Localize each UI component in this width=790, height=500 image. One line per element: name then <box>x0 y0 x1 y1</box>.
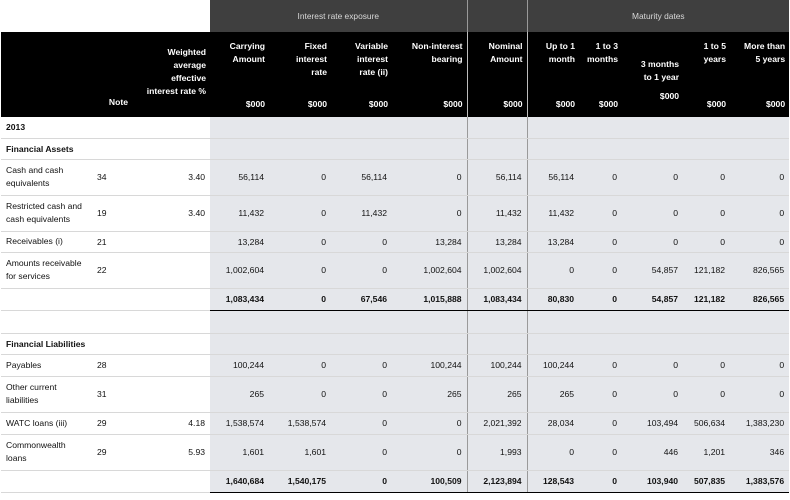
column-header-row <box>1 32 789 117</box>
row-value-1-to-3-months: 0 <box>579 412 622 434</box>
row-value-1-to-3-months: 0 <box>579 159 622 195</box>
row-value-1-to-5-years: 0 <box>683 159 730 195</box>
liabilities-total-row-value-more-than-5-years: 1,383,576 <box>730 470 789 492</box>
liabilities-total-row <box>1 470 789 492</box>
row-value-more-than-5-years: 0 <box>730 159 789 195</box>
col-header-up-to-1-month: Up to 1 month $000 <box>527 32 579 117</box>
row-value-more-than-5-years: 0 <box>730 376 789 412</box>
table-body <box>1 117 789 492</box>
financial-liabilities-heading-label: Financial Liabilities <box>1 333 92 354</box>
liabilities-total-row-value-up-to-1-month: 128,543 <box>527 470 579 492</box>
assets-total-row-value-up-to-1-month: 80,830 <box>527 288 579 310</box>
spacer-row-c <box>132 310 210 333</box>
row-value-up-to-1-month: 0 <box>527 252 579 288</box>
row-label: Other current liabilities <box>1 376 92 412</box>
row-value-nominal: 265 <box>467 376 527 412</box>
row-value-1-to-3-months: 0 <box>579 376 622 412</box>
row-value-1-to-5-years: 506,634 <box>683 412 730 434</box>
assets-total-row-value-1-to-3-months: 0 <box>579 288 622 310</box>
col-header-rate: Weighted average effective interest rate % <box>132 32 210 117</box>
year-row-note <box>92 117 132 138</box>
financial-assets-heading-cell-fixed <box>269 138 331 159</box>
row-value-up-to-1-month: 0 <box>527 434 579 470</box>
row-value-more-than-5-years: 826,565 <box>730 252 789 288</box>
assets-total-row-value-non-interest: 1,015,888 <box>392 288 467 310</box>
spacer-row-cell-carrying <box>210 310 269 333</box>
row-value-carrying: 56,114 <box>210 159 269 195</box>
row-value-3-months-to-1-year: 54,857 <box>622 252 683 288</box>
financial-assets-heading-note <box>92 138 132 159</box>
table-row <box>1 354 789 376</box>
col-header-more-than-5-years: More than 5 years $000 <box>730 32 789 117</box>
financial-liabilities-heading-cell-carrying <box>210 333 269 354</box>
year-row-cell-1-to-3-months <box>579 117 622 138</box>
row-value-nominal: 100,244 <box>467 354 527 376</box>
row-value-non-interest: 1,002,604 <box>392 252 467 288</box>
financial-liabilities-heading-cell-nominal <box>467 333 527 354</box>
row-value-1-to-3-months: 0 <box>579 354 622 376</box>
row-rate <box>132 252 210 288</box>
row-value-3-months-to-1-year: 446 <box>622 434 683 470</box>
row-value-variable: 0 <box>331 376 392 412</box>
row-value-fixed: 1,538,574 <box>269 412 331 434</box>
row-value-fixed: 1,601 <box>269 434 331 470</box>
row-rate: 5.93 <box>132 434 210 470</box>
spacer-row-cell-up-to-1-month <box>527 310 579 333</box>
row-value-nominal: 2,021,392 <box>467 412 527 434</box>
assets-total-row-value-more-than-5-years: 826,565 <box>730 288 789 310</box>
row-rate <box>132 231 210 252</box>
year-row-cell-3-months-to-1-year <box>622 117 683 138</box>
table-row <box>1 434 789 470</box>
row-value-nominal: 1,002,604 <box>467 252 527 288</box>
financial-liabilities-heading-rate <box>132 333 210 354</box>
row-value-1-to-5-years: 0 <box>683 354 730 376</box>
liabilities-total-row-value-carrying: 1,640,684 <box>210 470 269 492</box>
row-value-variable: 11,432 <box>331 195 392 231</box>
row-value-up-to-1-month: 56,114 <box>527 159 579 195</box>
row-value-carrying: 1,002,604 <box>210 252 269 288</box>
financial-liabilities-heading-cell-1-to-5-years <box>683 333 730 354</box>
col-header-carrying: Carrying Amount $000 <box>210 32 269 117</box>
row-value-fixed: 0 <box>269 376 331 412</box>
financial-assets-heading-rate <box>132 138 210 159</box>
row-rate: 4.18 <box>132 412 210 434</box>
year-row-cell-1-to-5-years <box>683 117 730 138</box>
row-value-1-to-3-months: 0 <box>579 195 622 231</box>
spacer-row-b <box>92 310 132 333</box>
assets-total-row <box>1 288 789 310</box>
financial-instruments-table-container <box>1 0 789 500</box>
row-rate: 3.40 <box>132 195 210 231</box>
row-value-non-interest: 0 <box>392 434 467 470</box>
row-value-1-to-5-years: 1,201 <box>683 434 730 470</box>
spacer-row-a <box>1 310 92 333</box>
col-header-1-to-3-months: 1 to 3 months $000 <box>579 32 622 117</box>
group-header-blank <box>1 0 210 32</box>
liabilities-total-row-value-1-to-5-years: 507,835 <box>683 470 730 492</box>
row-value-variable: 0 <box>331 231 392 252</box>
financial-assets-heading-cell-3-months-to-1-year <box>622 138 683 159</box>
year-row-cell-nominal <box>467 117 527 138</box>
spacer-row-cell-non-interest <box>392 310 467 333</box>
maturity-dates-header: Maturity dates <box>527 0 789 32</box>
financial-assets-heading-cell-more-than-5-years <box>730 138 789 159</box>
row-value-3-months-to-1-year: 0 <box>622 354 683 376</box>
row-value-1-to-3-months: 0 <box>579 252 622 288</box>
row-label: Amounts receivable for services <box>1 252 92 288</box>
row-value-1-to-5-years: 0 <box>683 195 730 231</box>
table-row <box>1 412 789 434</box>
row-label: Payables <box>1 354 92 376</box>
financial-liabilities-heading-cell-up-to-1-month <box>527 333 579 354</box>
row-value-up-to-1-month: 11,432 <box>527 195 579 231</box>
financial-assets-heading-cell-up-to-1-month <box>527 138 579 159</box>
liabilities-total-row-value-nominal: 2,123,894 <box>467 470 527 492</box>
col-header-note: Note <box>92 32 132 117</box>
financial-liabilities-heading-cell-fixed <box>269 333 331 354</box>
row-value-variable: 56,114 <box>331 159 392 195</box>
table-row <box>1 231 789 252</box>
row-label: Commonwealth loans <box>1 434 92 470</box>
row-value-variable: 0 <box>331 412 392 434</box>
liabilities-total-row-value-variable: 0 <box>331 470 392 492</box>
col-header-1-to-5-years: 1 to 5 years $000 <box>683 32 730 117</box>
year-row-cell-more-than-5-years <box>730 117 789 138</box>
liabilities-total-row-note <box>92 470 132 492</box>
row-note: 29 <box>92 412 132 434</box>
col-header-variable: Variable interest rate (ii) $000 <box>331 32 392 117</box>
row-note: 21 <box>92 231 132 252</box>
assets-total-row-value-fixed: 0 <box>269 288 331 310</box>
year-row-cell-variable <box>331 117 392 138</box>
financial-assets-heading-cell-non-interest <box>392 138 467 159</box>
row-value-1-to-5-years: 0 <box>683 231 730 252</box>
row-note: 29 <box>92 434 132 470</box>
row-value-variable: 0 <box>331 354 392 376</box>
row-value-non-interest: 0 <box>392 412 467 434</box>
row-value-carrying: 13,284 <box>210 231 269 252</box>
table-row <box>1 252 789 288</box>
financial-liabilities-heading-cell-non-interest <box>392 333 467 354</box>
row-value-1-to-5-years: 121,182 <box>683 252 730 288</box>
year-row-cell-non-interest <box>392 117 467 138</box>
row-value-fixed: 0 <box>269 195 331 231</box>
row-note: 34 <box>92 159 132 195</box>
financial-liabilities-heading <box>1 333 789 354</box>
financial-liabilities-heading-note <box>92 333 132 354</box>
year-row-label: 2013 <box>1 117 92 138</box>
financial-assets-heading-label: Financial Assets <box>1 138 92 159</box>
liabilities-total-row-value-1-to-3-months: 0 <box>579 470 622 492</box>
row-value-3-months-to-1-year: 0 <box>622 195 683 231</box>
row-value-carrying: 1,601 <box>210 434 269 470</box>
table-row <box>1 376 789 412</box>
row-value-up-to-1-month: 28,034 <box>527 412 579 434</box>
group-header-row <box>1 0 789 32</box>
row-value-3-months-to-1-year: 103,494 <box>622 412 683 434</box>
financial-assets-heading-cell-nominal <box>467 138 527 159</box>
row-label: Restricted cash and cash equivalents <box>1 195 92 231</box>
financial-instruments-table <box>1 0 789 493</box>
group-header-nominal-blank <box>467 0 527 32</box>
assets-total-row-value-carrying: 1,083,434 <box>210 288 269 310</box>
financial-assets-heading-cell-1-to-5-years <box>683 138 730 159</box>
spacer-row <box>1 310 789 333</box>
row-rate: 3.40 <box>132 159 210 195</box>
spacer-row-cell-variable <box>331 310 392 333</box>
row-value-fixed: 0 <box>269 231 331 252</box>
row-note: 28 <box>92 354 132 376</box>
col-header-nominal: Nominal Amount $000 <box>467 32 527 117</box>
row-value-non-interest: 0 <box>392 195 467 231</box>
spacer-row-cell-fixed <box>269 310 331 333</box>
row-value-3-months-to-1-year: 0 <box>622 376 683 412</box>
row-value-non-interest: 13,284 <box>392 231 467 252</box>
assets-total-row-value-variable: 67,546 <box>331 288 392 310</box>
table-row <box>1 195 789 231</box>
row-label: WATC loans (iii) <box>1 412 92 434</box>
col-header-3-months-to-1-year: 3 months to 1 year $000 <box>622 32 683 117</box>
row-note: 19 <box>92 195 132 231</box>
assets-total-row-value-3-months-to-1-year: 54,857 <box>622 288 683 310</box>
row-rate <box>132 354 210 376</box>
spacer-row-cell-more-than-5-years <box>730 310 789 333</box>
col-header-label <box>1 32 92 117</box>
financial-liabilities-heading-cell-3-months-to-1-year <box>622 333 683 354</box>
row-label: Cash and cash equivalents <box>1 159 92 195</box>
row-value-up-to-1-month: 100,244 <box>527 354 579 376</box>
row-value-more-than-5-years: 346 <box>730 434 789 470</box>
row-value-variable: 0 <box>331 434 392 470</box>
financial-assets-heading <box>1 138 789 159</box>
financial-liabilities-heading-cell-variable <box>331 333 392 354</box>
spacer-row-cell-nominal <box>467 310 527 333</box>
row-value-more-than-5-years: 1,383,230 <box>730 412 789 434</box>
financial-liabilities-heading-cell-more-than-5-years <box>730 333 789 354</box>
row-value-fixed: 0 <box>269 159 331 195</box>
row-value-non-interest: 265 <box>392 376 467 412</box>
row-label: Receivables (i) <box>1 231 92 252</box>
liabilities-total-row-value-non-interest: 100,509 <box>392 470 467 492</box>
liabilities-total-row-value-fixed: 1,540,175 <box>269 470 331 492</box>
row-value-non-interest: 0 <box>392 159 467 195</box>
row-value-nominal: 56,114 <box>467 159 527 195</box>
row-value-nominal: 1,993 <box>467 434 527 470</box>
row-value-carrying: 1,538,574 <box>210 412 269 434</box>
row-rate <box>132 376 210 412</box>
row-value-nominal: 11,432 <box>467 195 527 231</box>
spacer-row-cell-1-to-5-years <box>683 310 730 333</box>
year-row-cell-up-to-1-month <box>527 117 579 138</box>
row-value-fixed: 0 <box>269 252 331 288</box>
row-value-1-to-3-months: 0 <box>579 231 622 252</box>
col-header-fixed: Fixed interest rate $000 <box>269 32 331 117</box>
year-row-rate <box>132 117 210 138</box>
row-value-1-to-3-months: 0 <box>579 434 622 470</box>
financial-assets-heading-cell-1-to-3-months <box>579 138 622 159</box>
financial-assets-heading-cell-carrying <box>210 138 269 159</box>
row-value-carrying: 100,244 <box>210 354 269 376</box>
row-note: 31 <box>92 376 132 412</box>
financial-liabilities-heading-cell-1-to-3-months <box>579 333 622 354</box>
assets-total-row-note <box>92 288 132 310</box>
interest-rate-exposure-header: Interest rate exposure <box>210 0 467 32</box>
row-value-fixed: 0 <box>269 354 331 376</box>
assets-total-row-value-nominal: 1,083,434 <box>467 288 527 310</box>
liabilities-total-row-rate <box>132 470 210 492</box>
row-value-more-than-5-years: 0 <box>730 195 789 231</box>
year-row <box>1 117 789 138</box>
year-row-cell-carrying <box>210 117 269 138</box>
assets-total-row-rate <box>132 288 210 310</box>
liabilities-total-row-label <box>1 470 92 492</box>
assets-total-row-value-1-to-5-years: 121,182 <box>683 288 730 310</box>
row-value-up-to-1-month: 265 <box>527 376 579 412</box>
row-value-3-months-to-1-year: 0 <box>622 159 683 195</box>
row-value-3-months-to-1-year: 0 <box>622 231 683 252</box>
liabilities-total-row-value-3-months-to-1-year: 103,940 <box>622 470 683 492</box>
spacer-row-cell-3-months-to-1-year <box>622 310 683 333</box>
year-row-cell-fixed <box>269 117 331 138</box>
spacer-row-cell-1-to-3-months <box>579 310 622 333</box>
row-value-up-to-1-month: 13,284 <box>527 231 579 252</box>
col-header-non-interest: Non-interest bearing $000 <box>392 32 467 117</box>
row-value-carrying: 265 <box>210 376 269 412</box>
assets-total-row-label <box>1 288 92 310</box>
table-row <box>1 159 789 195</box>
row-value-variable: 0 <box>331 252 392 288</box>
row-note: 22 <box>92 252 132 288</box>
row-value-non-interest: 100,244 <box>392 354 467 376</box>
financial-assets-heading-cell-variable <box>331 138 392 159</box>
row-value-carrying: 11,432 <box>210 195 269 231</box>
row-value-1-to-5-years: 0 <box>683 376 730 412</box>
row-value-nominal: 13,284 <box>467 231 527 252</box>
row-value-more-than-5-years: 0 <box>730 231 789 252</box>
row-value-more-than-5-years: 0 <box>730 354 789 376</box>
